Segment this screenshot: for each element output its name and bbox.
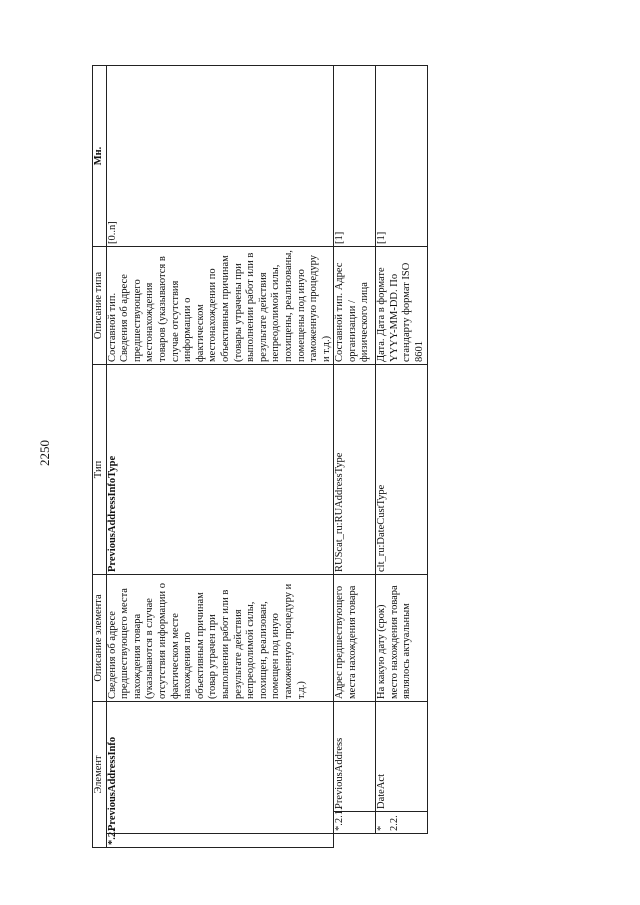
- element-description: На какую дату (срок) место нахождения товара являлось актуальным: [376, 575, 427, 702]
- type-description: Дата. Дата в формате YYYY-MM-DD. По стандарту формат ISO 8601: [376, 247, 427, 365]
- multiplicity: [1]: [334, 66, 376, 247]
- header-element: Элемент: [93, 702, 107, 848]
- element-type: PreviousAddressInfoType: [106, 365, 334, 575]
- element-name: PreviousAddress: [334, 702, 376, 812]
- element-type: RUScat_ru:RUAddressType: [334, 365, 376, 575]
- header-type: Тип: [93, 365, 107, 575]
- element-table: [92, 65, 428, 848]
- multiplicity: [1]: [376, 66, 427, 247]
- indent-cell: [334, 834, 376, 848]
- multiplicity: [0..n]: [106, 66, 334, 247]
- header-element-description: Описание элемента: [93, 575, 107, 702]
- row-number: * 2.2.: [376, 812, 427, 834]
- element-type: clt_ru:DateCustType: [376, 365, 427, 575]
- type-description: Составной тип. Адрес организации / физического лица: [334, 247, 376, 365]
- element-name: PreviousAddressInfo: [106, 702, 334, 834]
- table-row: [376, 66, 427, 848]
- row-number: *.2.1.: [334, 812, 376, 834]
- element-description: Сведения об адресе предшествующего места нахождения товара (указываются в случае отсутствия информации о фактическом месте нахождения по объективным причинам (товар утрачен при выполнении работ или в результате действия непреодолимой силы, похищен, реализован, помещен под иную таможенную процедуру и т.д.): [106, 575, 334, 702]
- indent-cell: [376, 834, 427, 848]
- type-description: Составной тип. Сведения об адресе предшествующего местонахождения товаров (указываются в случае отсутствия информации о фактическом местонахождении по объективным причинам (товары утрачены при выполнении работ или в результате действия непреодолимой силы, похищены, реализованы, помещены под иную таможенную процедуру и т.д.): [106, 247, 334, 365]
- table-row: [106, 66, 334, 848]
- row-number: *.2.: [106, 834, 334, 848]
- header-multiplicity: Мн.: [93, 66, 107, 247]
- element-name: DateAct: [376, 702, 427, 812]
- element-description: Адрес предшествующего места нахождения товара: [334, 575, 376, 702]
- page-number: 2250: [37, 440, 52, 466]
- rotated-table-container: [92, 66, 426, 848]
- table-row: [334, 66, 376, 848]
- header-type-description: Описание типа: [93, 247, 107, 365]
